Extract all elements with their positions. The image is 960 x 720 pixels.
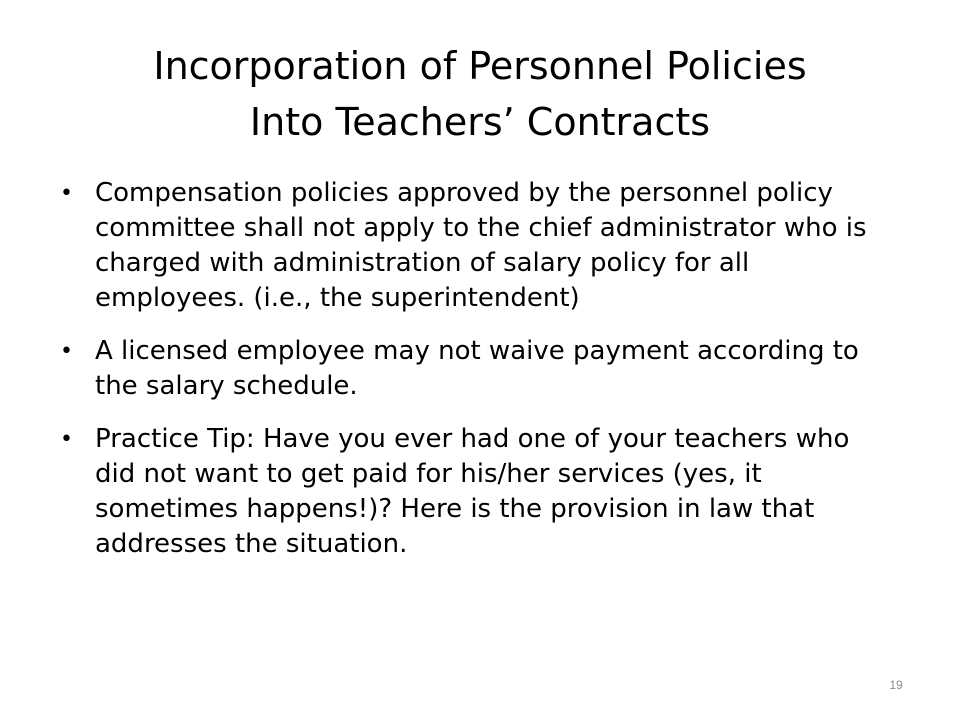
bullet-item-licensed-employee	[60, 334, 895, 404]
page-number: 19	[889, 678, 903, 692]
slide-title	[60, 38, 900, 150]
slide-title-line-1: Incorporation of Personnel Policies	[153, 44, 807, 88]
bullet-marker: •	[60, 427, 73, 452]
bullet-item-practice-tip	[60, 422, 895, 562]
bullet-text: A licensed employee may not waive payment according to the salary schedule.	[95, 336, 859, 401]
bullet-text: Practice Tip: Have you ever had one of your teachers who did not want to get paid for his/her services (yes, it sometimes happens!)? Here is the provision in law that addresses the situation.	[95, 424, 850, 559]
bullet-item-compensation-policies	[60, 176, 895, 316]
slide-title-line-2: Into Teachers’ Contracts	[249, 100, 711, 144]
bullet-marker: •	[60, 181, 73, 206]
bullet-marker: •	[60, 339, 73, 364]
bullet-text: Compensation policies approved by the personnel policy committee shall not apply to the chief administrator who is charged with administration of salary policy for all employees. (i.e., the superintendent)	[95, 178, 867, 313]
bullet-list	[60, 176, 895, 580]
